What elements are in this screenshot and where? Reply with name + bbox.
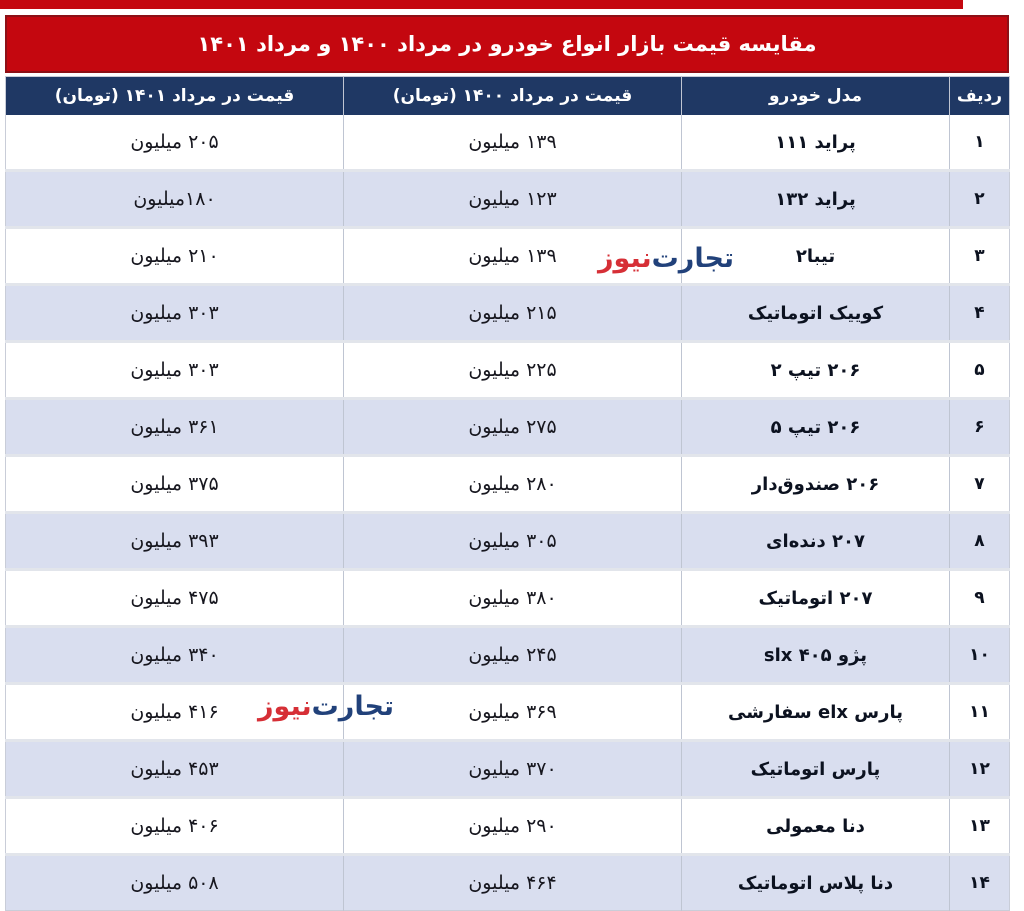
row-number-cell: ۱۴ (950, 855, 1010, 911)
row-number-cell: ۱۱ (950, 684, 1010, 741)
tejaratnews-watermark (258, 693, 394, 720)
watermark-brand-first: تجارت‌ (651, 243, 735, 274)
price-1400-cell: ۱۲۳ میلیون (344, 171, 682, 228)
price-1401-cell: ۲۱۰ میلیون (6, 228, 344, 285)
top-red-strip (0, 0, 963, 9)
table-row (6, 399, 1010, 456)
row-number-cell: ۷ (950, 456, 1010, 513)
model-cell: تیبا۲ (682, 228, 950, 285)
table-row (6, 627, 1010, 684)
price-1400-cell: ۳۶۹ میلیون (344, 684, 682, 741)
row-number-cell: ۱ (950, 115, 1010, 171)
table-row (6, 285, 1010, 342)
table-title-bar (5, 15, 1009, 73)
price-1400-cell: ۱۳۹ میلیون (344, 228, 682, 285)
price-1401-cell: ۱۸۰میلیون (6, 171, 344, 228)
model-cell: پراید ۱۳۲ (682, 171, 950, 228)
model-cell: ۲۰۶ تیپ ۵ (682, 399, 950, 456)
table-row (6, 115, 1010, 171)
model-cell: پارس elx سفارشی (682, 684, 950, 741)
model-cell: دنا پلاس اتوماتیک (682, 855, 950, 911)
price-1401-cell: ۴۵۳ میلیون (6, 741, 344, 798)
table-row (6, 228, 1010, 285)
column-header-row-number: ردیف (950, 77, 1010, 116)
price-1400-cell: ۲۹۰ میلیون (344, 798, 682, 855)
row-number-cell: ۱۰ (950, 627, 1010, 684)
price-1401-cell: ۳۰۳ میلیون (6, 285, 344, 342)
table-body (6, 115, 1010, 911)
model-cell: دنا معمولی (682, 798, 950, 855)
row-number-cell: ۹ (950, 570, 1010, 627)
row-number-cell: ۴ (950, 285, 1010, 342)
model-cell: کوییک اتوماتیک (682, 285, 950, 342)
table-row (6, 741, 1010, 798)
model-cell: ۲۰۷ اتوماتیک (682, 570, 950, 627)
price-1400-cell: ۲۲۵ میلیون (344, 342, 682, 399)
price-comparison-panel (5, 15, 1009, 911)
car-price-table (5, 76, 1010, 911)
price-1400-cell: ۴۶۴ میلیون (344, 855, 682, 911)
model-cell: پراید ۱۱۱ (682, 115, 950, 171)
tejaratnews-watermark (598, 245, 734, 272)
model-cell: ۲۰۶ تیپ ۲ (682, 342, 950, 399)
column-header-price-1401: قیمت در مرداد ۱۴۰۱ (تومان) (6, 77, 344, 116)
price-1401-cell: ۳۷۵ میلیون (6, 456, 344, 513)
model-cell: ۲۰۷ دنده‌ای (682, 513, 950, 570)
row-number-cell: ۱۳ (950, 798, 1010, 855)
price-1401-cell: ۳۶۱ میلیون (6, 399, 344, 456)
table-row (6, 855, 1010, 911)
table-row (6, 798, 1010, 855)
price-1400-cell: ۱۳۹ میلیون (344, 115, 682, 171)
table-title: مقایسه قیمت بازار انواع خودرو در مرداد ۱۴۰۰ و مرداد ۱۴۰۱ (197, 32, 817, 56)
price-1401-cell: ۴۱۶ میلیون (6, 684, 344, 741)
row-number-cell: ۲ (950, 171, 1010, 228)
table-row (6, 342, 1010, 399)
price-1401-cell: ۵۰۸ میلیون (6, 855, 344, 911)
header-row (6, 77, 1010, 116)
column-header-model: مدل خودرو (682, 77, 950, 116)
model-cell: پارس اتوماتیک (682, 741, 950, 798)
price-1401-cell: ۲۰۵ میلیون (6, 115, 344, 171)
watermark-brand-first: تجارت‌ (311, 691, 395, 722)
table-row (6, 456, 1010, 513)
row-number-cell: ۵ (950, 342, 1010, 399)
model-cell: ۲۰۶ صندوق‌دار (682, 456, 950, 513)
table-row (6, 513, 1010, 570)
table-row (6, 171, 1010, 228)
price-1401-cell: ۳۹۳ میلیون (6, 513, 344, 570)
price-1401-cell: ۳۴۰ میلیون (6, 627, 344, 684)
table-row (6, 684, 1010, 741)
watermark-brand-second: نیوز (598, 243, 652, 274)
price-1400-cell: ۲۱۵ میلیون (344, 285, 682, 342)
watermark-brand-second: نیوز (258, 691, 312, 722)
row-number-cell: ۸ (950, 513, 1010, 570)
row-number-cell: ۳ (950, 228, 1010, 285)
price-1400-cell: ۲۴۵ میلیون (344, 627, 682, 684)
row-number-cell: ۱۲ (950, 741, 1010, 798)
price-1401-cell: ۴۷۵ میلیون (6, 570, 344, 627)
model-cell: پژو ۴۰۵ slx (682, 627, 950, 684)
price-1401-cell: ۳۰۳ میلیون (6, 342, 344, 399)
price-1400-cell: ۲۸۰ میلیون (344, 456, 682, 513)
price-1400-cell: ۳۸۰ میلیون (344, 570, 682, 627)
price-1401-cell: ۴۰۶ میلیون (6, 798, 344, 855)
price-1400-cell: ۲۷۵ میلیون (344, 399, 682, 456)
column-header-price-1400: قیمت در مرداد ۱۴۰۰ (تومان) (344, 77, 682, 116)
table-row (6, 570, 1010, 627)
price-1400-cell: ۳۷۰ میلیون (344, 741, 682, 798)
row-number-cell: ۶ (950, 399, 1010, 456)
price-1400-cell: ۳۰۵ میلیون (344, 513, 682, 570)
